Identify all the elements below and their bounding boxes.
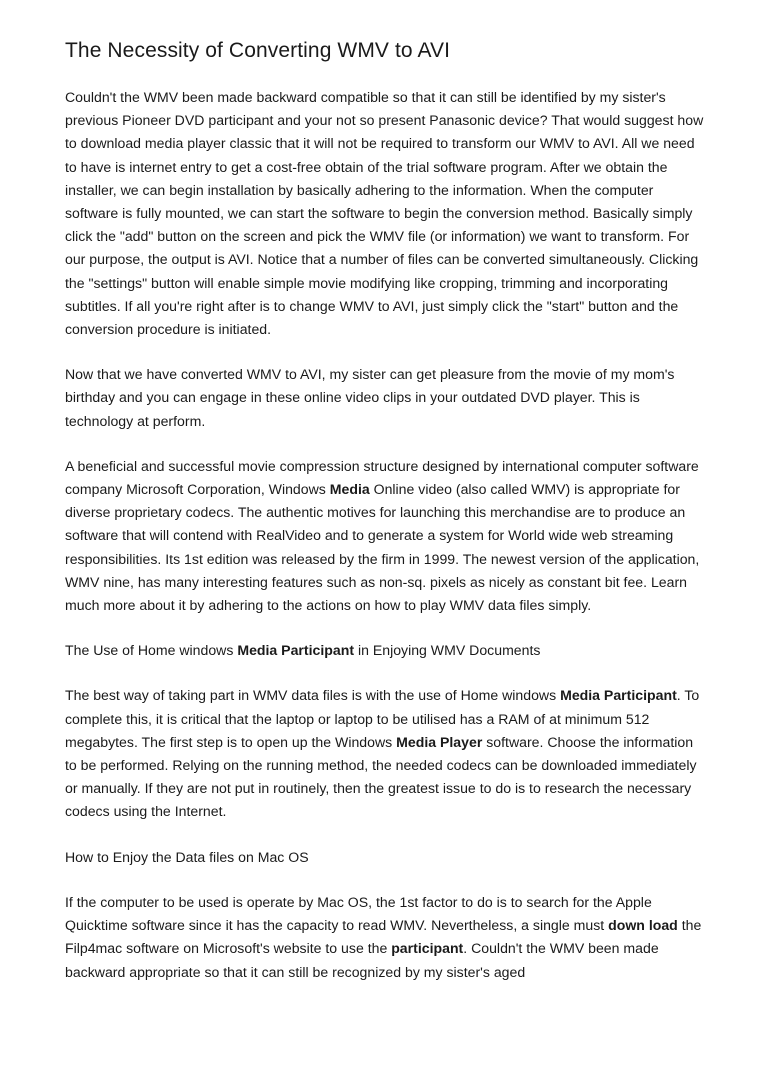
paragraph-mac-playback (65, 891, 705, 984)
bold-keyword: Media (329, 481, 370, 498)
document-title: The Necessity of Converting WMV to AVI (65, 39, 451, 62)
text-run: If the computer to be used is operate by Mac OS, the 1st factor to do is to search for the Apple Quicktime software since it has the capacity to read WMV. Nevertheless, a single must (65, 893, 652, 934)
text-run: Online video (also called WMV) is appropriate for diverse proprietary codecs. The authentic motives for launching this merchandise are to produce an software that will contend with RealVideo and to generate a system for World wide web streaming responsibilities. Its 1st edition was released by the firm in 1999. The newest version of the application, WMV nine, has many interesting features such as non-sq. pixels as nicely as constant bit fee. Learn much more about it by adhering to the actions on how to play WMV data files simply. (65, 481, 700, 614)
text-run: Couldn't the WMV been made backward compatible so that it can still be identified by my sister's previous Pioneer DVD participant and your not so present Panasonic device? That would suggest how to download media player classic that it will not be required to transform our WMV to AVI. All we need to have is internet entry to get a cost-free obtain of the trial software program. After we obtain the installer, we can begin installation by basically adhering to the information. When the computer software is fully mounted, we can start the software to begin the conversion method. Basically simply click the "add" button on the screen and pick the WMV file (or information) we want to transform. For our purpose, the output is AVI. Notice that a number of files can be converted simultaneously. Clicking the "settings" button will enable simple movie modifying like cropping, trimming and incorporating subtitles. If all you're right after is to change WMV to AVI, just simply click the "start" button and the conversion procedure is initiated. (65, 89, 704, 338)
bold-keyword: Media Player (396, 733, 483, 750)
text-run: How to Enjoy the Data files on Mac OS (65, 848, 309, 865)
paragraph-conversion-intro (65, 86, 705, 341)
document-page (65, 38, 705, 1006)
text-run: A beneficial and successful movie compression structure designed by international computer software company Microsoft Corporation, Windows (65, 457, 699, 498)
text-run: The best way of taking part in WMV data files is with the use of Home windows (65, 687, 561, 704)
bold-keyword: participant (391, 940, 464, 957)
paragraph-sister-movie (65, 363, 705, 433)
text-run: the Filp4mac software on Microsoft's website to use the (65, 917, 702, 957)
section-heading-mac-os (65, 846, 705, 869)
text-run: Now that we have converted WMV to AVI, my sister can get pleasure from the movie of my mom's birthday and you can engage in these online video clips in your outdated DVD player. This is technology at perform. (65, 366, 675, 429)
text-run: software. Choose the information to be performed. Relying on the running method, the needed codecs can be downloaded immediately or manually. If they are not put in routinely, then the greatest issue to do is to research the necessary codecs using the Internet. (65, 733, 697, 820)
text-run: in Enjoying WMV Documents (354, 642, 541, 659)
bold-keyword: Media Participant (237, 642, 355, 659)
text-run: . To complete this, it is critical that the laptop or laptop to be utilised has a RAM of at minimum 512 megabytes. The first step is to open up the Windows (65, 687, 700, 750)
text-run: . Couldn't the WMV been made backward appropriate so that it can still be recognized by my sister's aged (65, 940, 659, 980)
section-heading-windows-media-participant (65, 639, 705, 662)
paragraph-wmv-background (65, 455, 705, 617)
paragraph-windows-playback (65, 684, 705, 823)
bold-keyword: down load (608, 917, 678, 934)
text-run: The Use of Home windows (65, 642, 238, 659)
bold-keyword: Media Participant (560, 687, 677, 704)
